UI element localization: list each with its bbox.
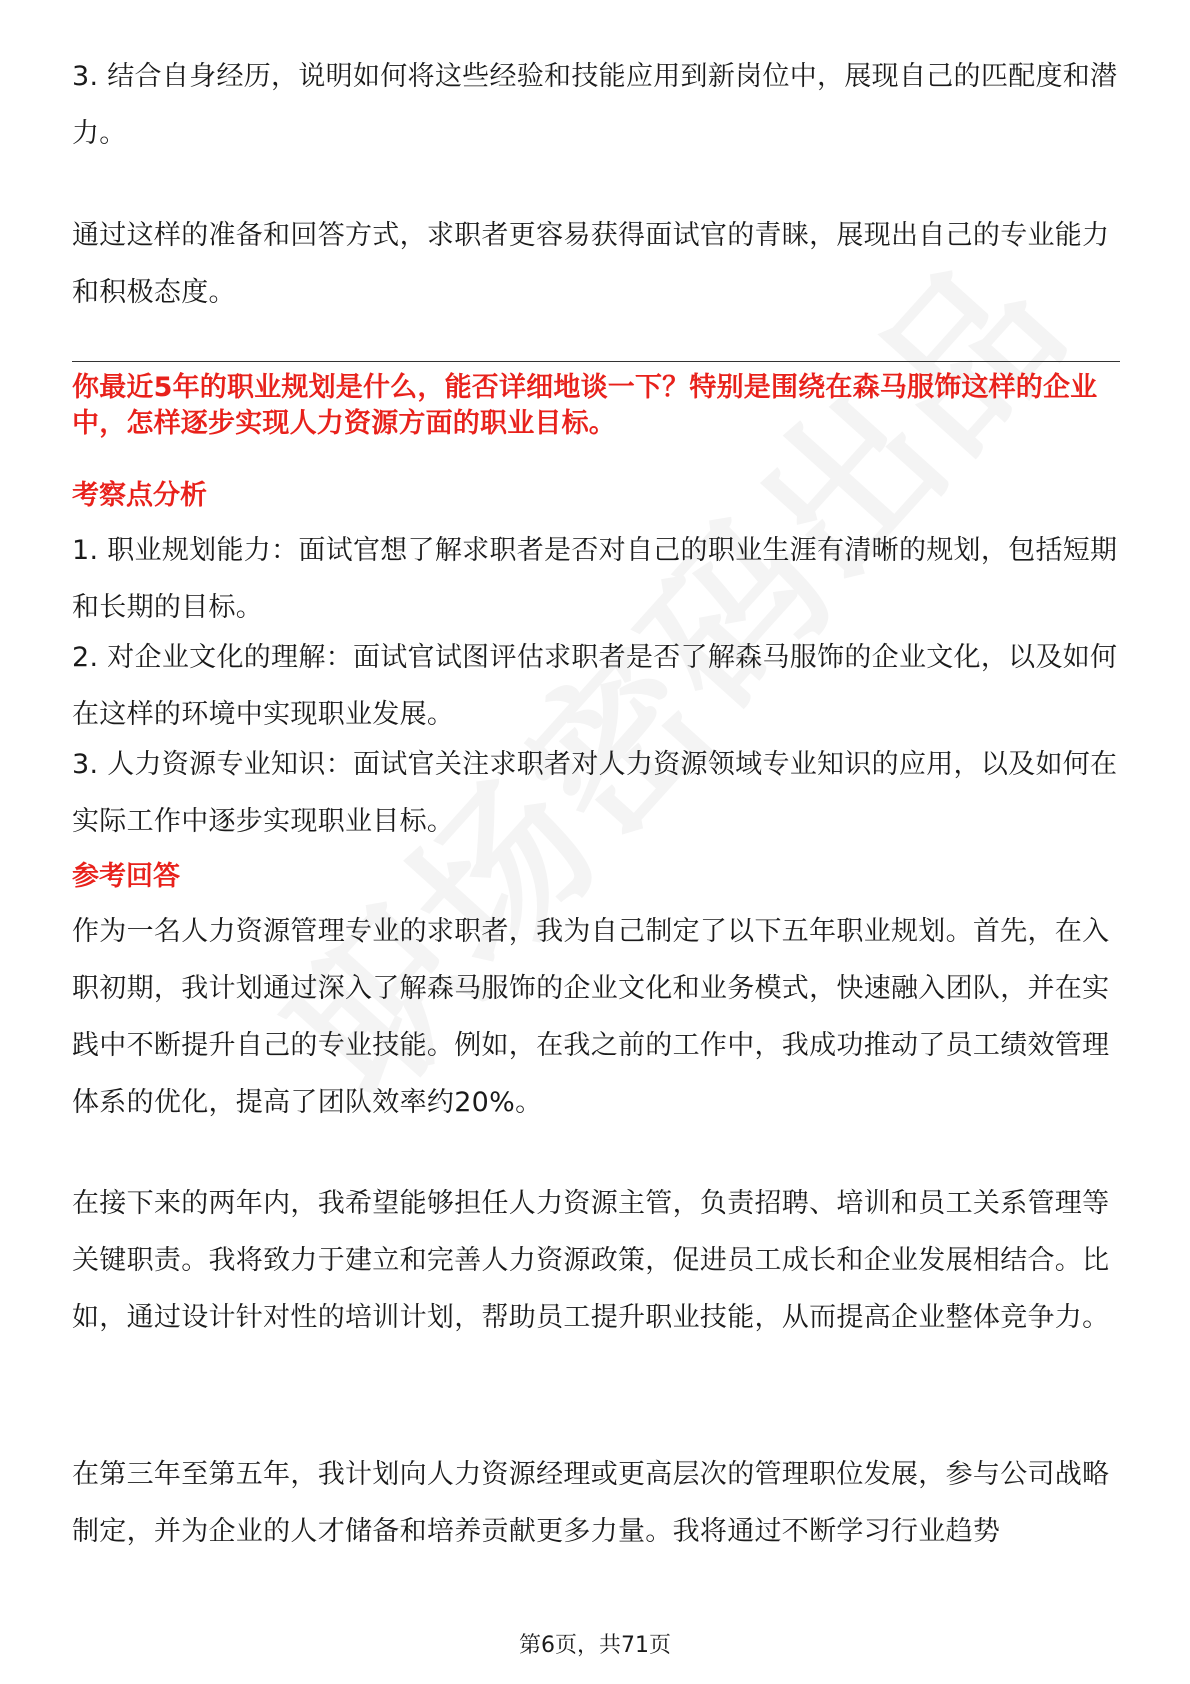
analysis-item-2 xyxy=(72,629,1122,743)
list-item-3 xyxy=(72,48,1122,162)
answer-paragraph-1 xyxy=(72,903,1122,1131)
summary xyxy=(72,207,1122,321)
question xyxy=(72,370,1122,442)
section-heading: 参考回答 xyxy=(72,861,180,892)
paragraph: 作为一名人力资源管理专业的求职者，我为自己制定了以下五年职业规划。首先，在入职初期，我计划通过深入了解森马服饰的企业文化和业务模式，快速融入团队，并在实践中不断提升自己的专业技能。例如，在我之前的工作中，我成功推动了员工绩效管理体系的优化，提高了团队效率约20%。 xyxy=(72,916,1110,1118)
answer-paragraph-3 xyxy=(72,1446,1122,1560)
question-text: 你最近5年的职业规划是什么，能否详细地谈一下？特别是围绕在森马服饰这样的企业中，怎样逐步实现人力资源方面的职业目标。 xyxy=(72,372,1098,439)
analysis-item-3 xyxy=(72,736,1122,850)
analysis-item-1 xyxy=(72,522,1122,636)
page-number: 第6页，共71页 xyxy=(519,1633,671,1658)
answer-paragraph-2 xyxy=(72,1175,1122,1346)
paragraph: 在第三年至第五年，我计划向人力资源经理或更高层次的管理职位发展，参与公司战略制定，并为企业的人才储备和培养贡献更多力量。我将通过不断学习行业趋势 xyxy=(72,1459,1110,1547)
analysis-heading xyxy=(72,476,1122,516)
divider xyxy=(72,361,1120,362)
list-item: 2. 对企业文化的理解：面试官试图评估求职者是否了解森马服饰的企业文化，以及如何在这样的环境中实现职业发展。 xyxy=(72,642,1118,730)
list-item: 3. 人力资源专业知识：面试官关注求职者对人力资源领域专业知识的应用，以及如何在实际工作中逐步实现职业目标。 xyxy=(72,749,1118,837)
paragraph: 3. 结合自身经历，说明如何将这些经验和技能应用到新岗位中，展现自己的匹配度和潜力。 xyxy=(72,61,1118,149)
paragraph: 在接下来的两年内，我希望能够担任人力资源主管，负责招聘、培训和员工关系管理等关键职责。我将致力于建立和完善人力资源政策，促进员工成长和企业发展相结合。比如，通过设计针对性的培训计划，帮助员工提升职业技能，从而提高企业整体竞争力。 xyxy=(72,1188,1110,1333)
list-item: 1. 职业规划能力：面试官想了解求职者是否对自己的职业生涯有清晰的规划，包括短期和长期的目标。 xyxy=(72,535,1118,623)
section-heading: 考察点分析 xyxy=(72,480,207,511)
paragraph: 通过这样的准备和回答方式，求职者更容易获得面试官的青睐，展现出自己的专业能力和积极态度。 xyxy=(72,220,1110,308)
answer-heading xyxy=(72,857,1122,897)
